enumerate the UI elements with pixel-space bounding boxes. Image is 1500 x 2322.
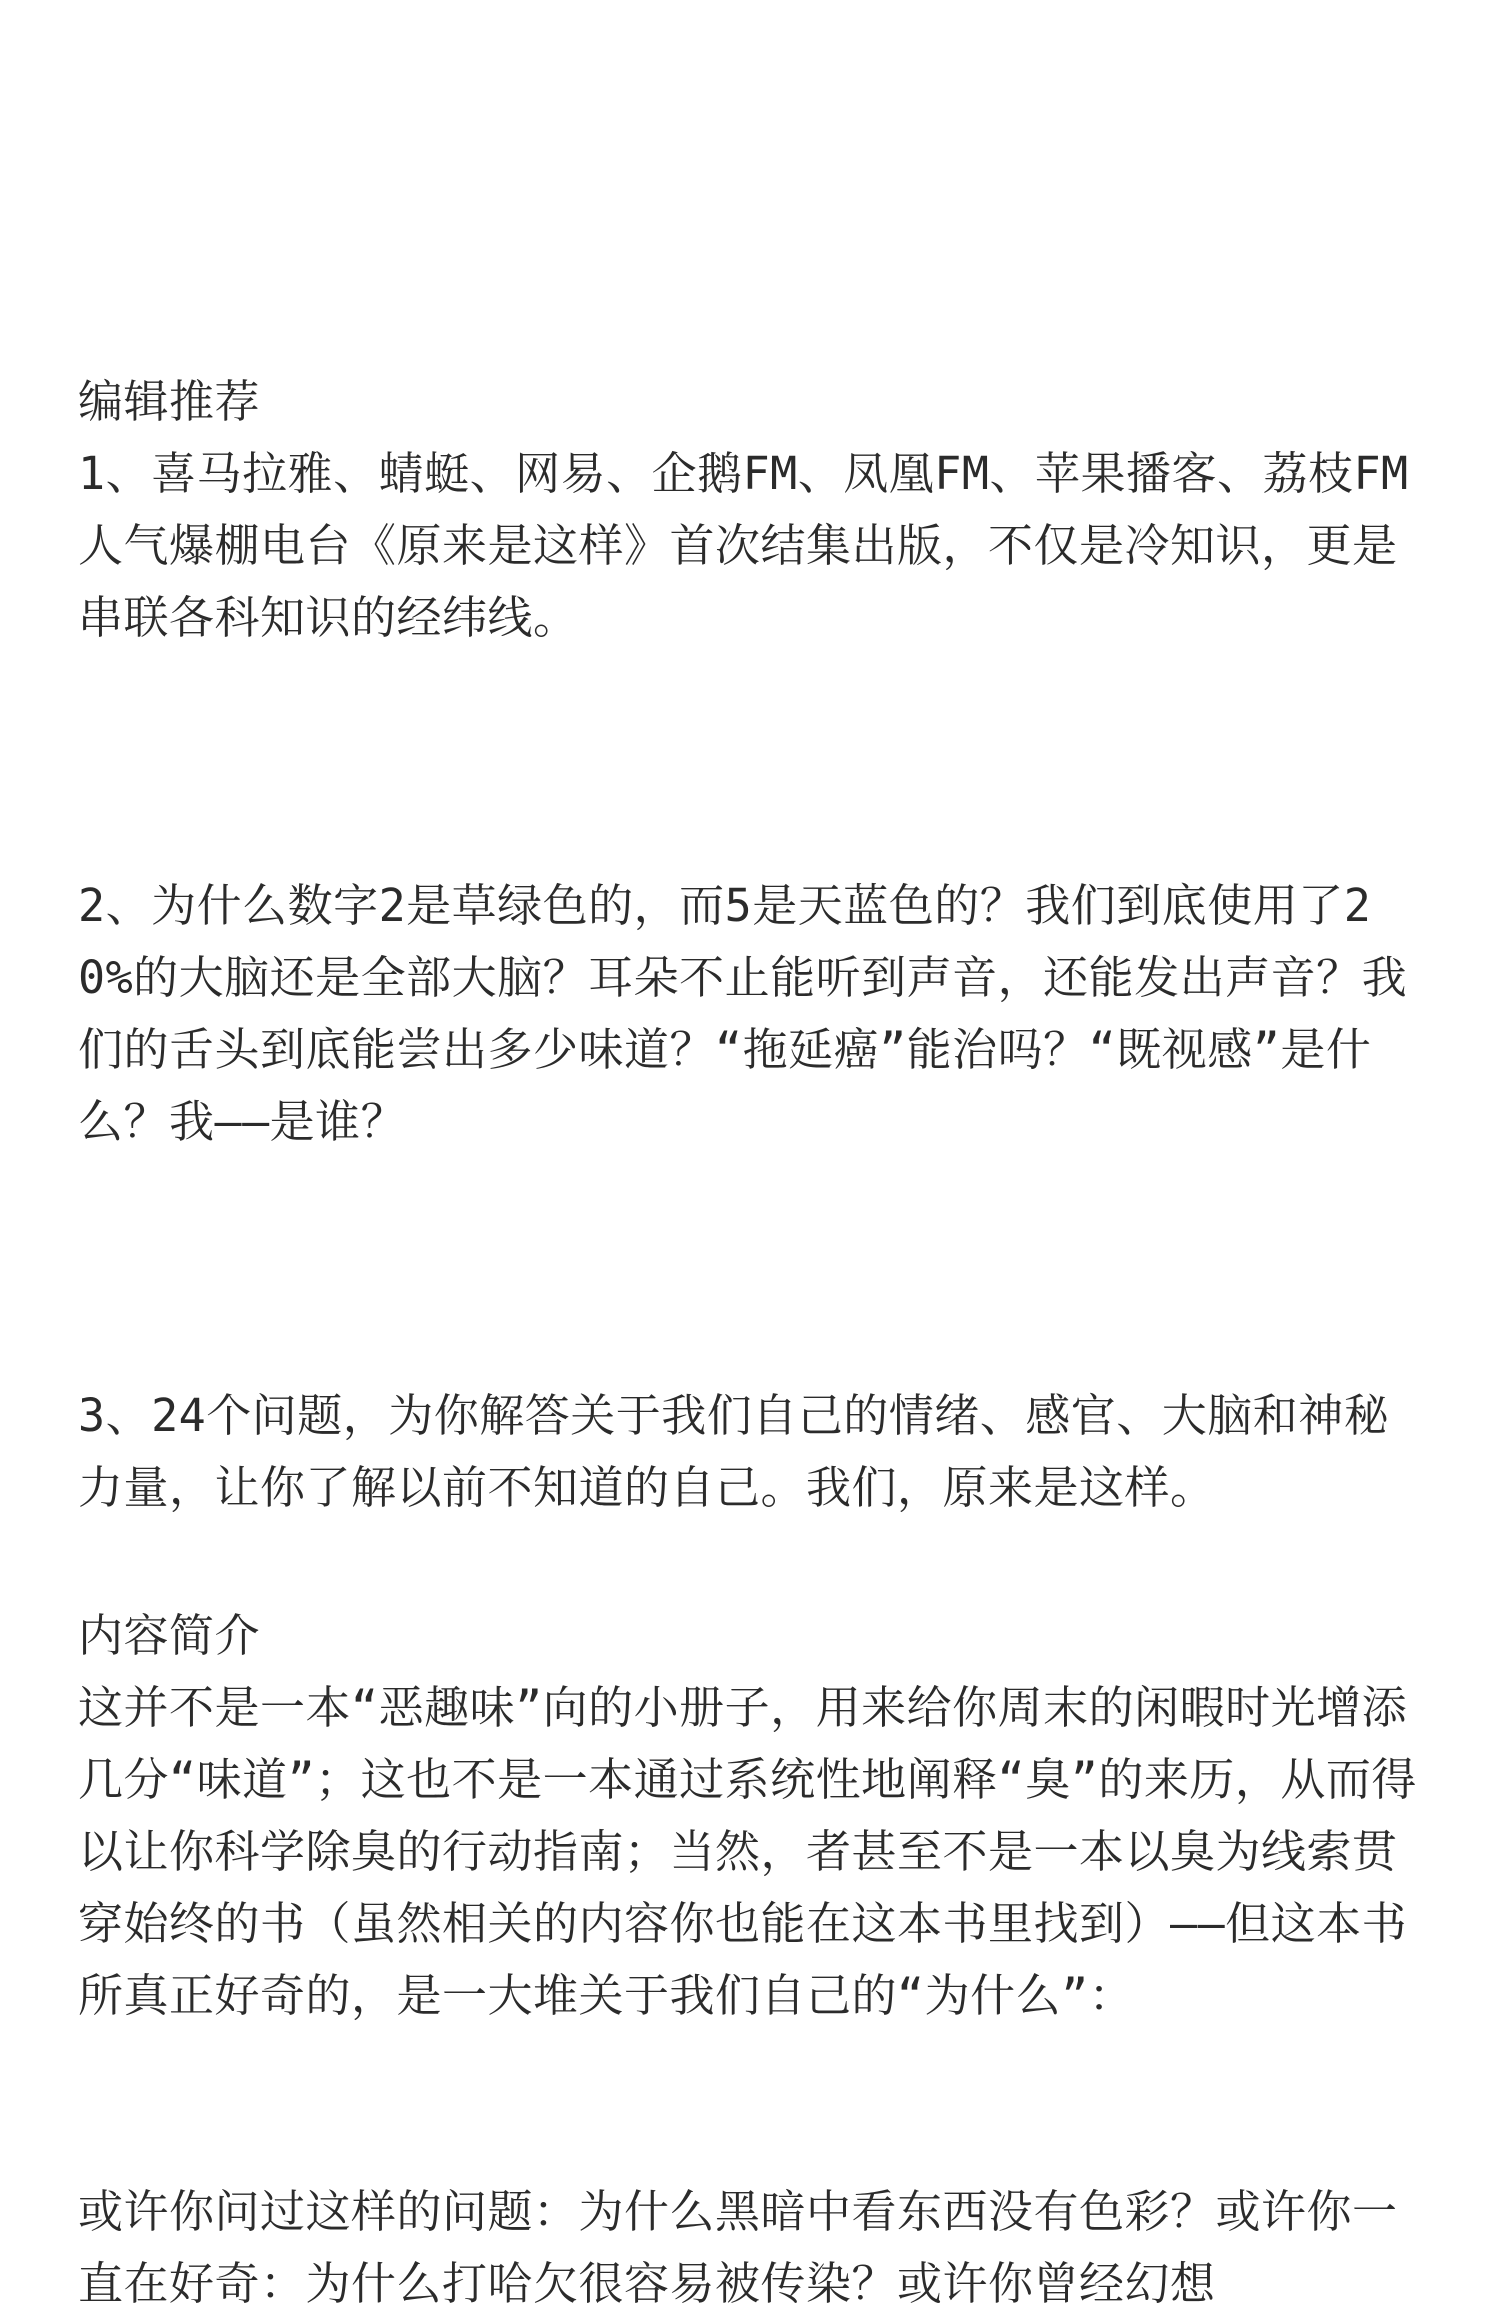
- content-intro-paragraph-2: 或许你问过这样的问题：为什么黑暗中看东西没有色彩？或许你一直在好奇：为什么打哈欠很容易被传染？或许你曾经幻想: [78, 2185, 1398, 2310]
- editor-point-3: 3、24个问题，为你解答关于我们自己的情绪、感官、大脑和神秘力量，让你了解以前不知道的自己。我们，原来是这样。: [78, 1389, 1390, 1514]
- editor-recommendation-heading: 编辑推荐: [78, 375, 261, 428]
- editor-point-2: 2、为什么数字2是草绿色的，而5是天蓝色的？我们到底使用了20%的大脑还是全部大脑？耳朵不止能听到声音，还能发出声音？我们的舌头到底能尝出多少味道？“拖延癌”能治吗？“既视感”是什么？我——是谁？: [78, 879, 1408, 1148]
- content-intro-paragraph-1: 这并不是一本“恶趣味”向的小册子，用来给你周末的闲暇时光增添几分“味道”；这也不是一本通过系统性地阐释“臭”的来历，从而得以让你科学除臭的行动指南；当然，者甚至不是一本以臭为线索贯穿始终的书（虽然相关的内容你也能在这本书里找到）——但这本书所真正好奇的，是一大堆关于我们自己的“为什么”：: [78, 1681, 1417, 2022]
- editor-point-1: 1、喜马拉雅、蜻蜓、网易、企鹅FM、凤凰FM、苹果播客、荔枝FM人气爆棚电台《原来是这样》首次结集出版，不仅是冷知识，更是串联各科知识的经纬线。: [78, 447, 1409, 644]
- content-intro-heading: 内容简介: [78, 1609, 261, 1662]
